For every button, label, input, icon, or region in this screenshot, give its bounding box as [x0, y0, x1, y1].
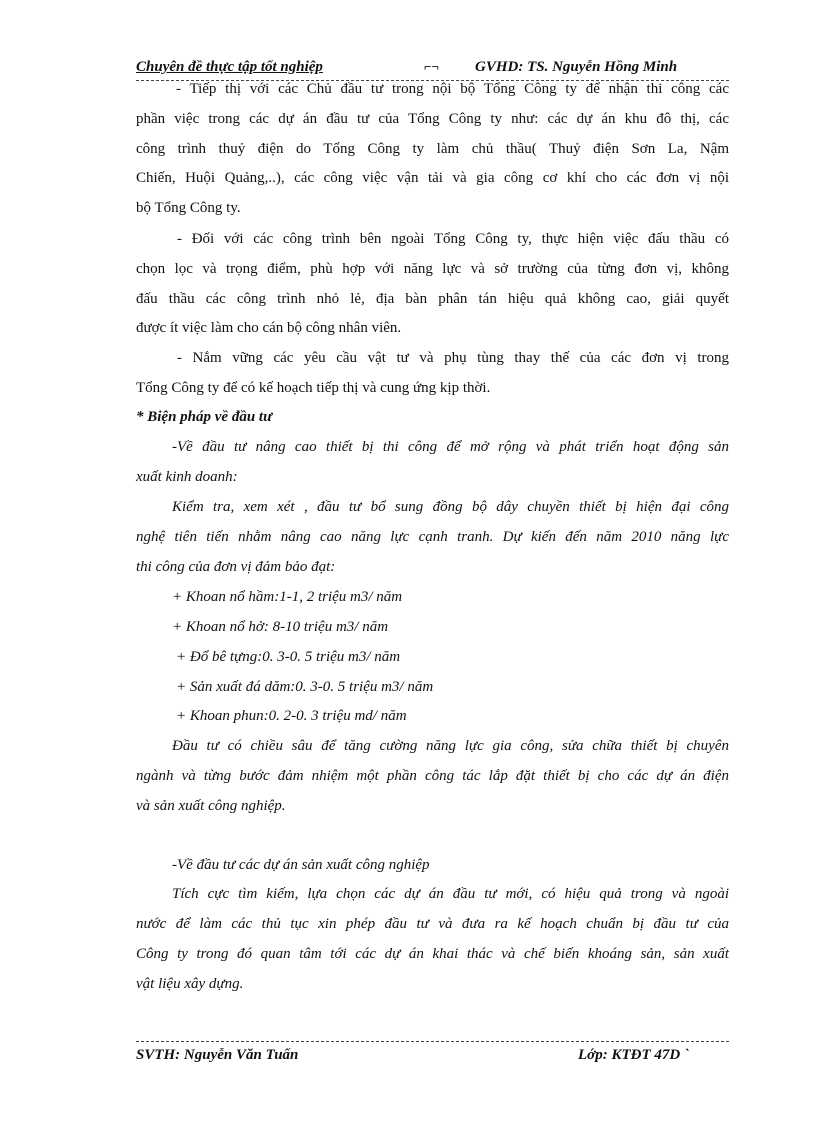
list-item: + Khoan nổ hầm:1-1, 2 triệu m3/ năm [172, 589, 403, 605]
list-item: + Đổ bê tựng:0. 3-0. 5 triệu m3/ năm [176, 649, 401, 665]
text-line: Chiến, Huội Quảng,..), các công việc vận tải và gia công cơ khí cho các đơn vị nội [136, 170, 729, 186]
text-line: xuất kinh doanh: [136, 469, 238, 485]
list-item: + Khoan phun:0. 2-0. 3 triệu md/ năm [176, 708, 407, 724]
text-line: ngành và từng bước đảm nhiệm một phần công tác lắp đặt thiết bị cho các dự án điện [136, 768, 729, 784]
text-line: Công ty trong đó quan tâm tới các dự án khai thác và chế biến khoáng sản, sản xuất [136, 946, 729, 962]
text-line: -Về đầu tư nâng cao thiết bị thi công để mở rộng và phát triển hoạt động sản [172, 439, 729, 455]
text-line: Tổng Công ty để có kế hoạch tiếp thị và cung ứng kịp thời. [136, 380, 491, 396]
header-advisor: GVHD: TS. Nguyễn Hồng Minh [475, 59, 678, 75]
text-line: công trình thuỷ điện do Tổng Công ty làm chủ thầu( Thuỷ điện Sơn La, Nậm [136, 141, 729, 157]
text-line: -Về đầu tư các dự án sản xuất công nghiệp [172, 857, 430, 873]
header-mark: ⌐¬ [424, 59, 440, 74]
text-line: Tích cực tìm kiếm, lựa chọn các dự án đầu tư mới, có hiệu quả trong và ngoài [172, 886, 729, 902]
text-line: vật liệu xây dựng. [136, 976, 244, 992]
header-title: Chuyên đề thực tập tốt nghiệp [136, 59, 323, 75]
text-line: Đầu tư có chiều sâu để tăng cường năng lực gia công, sửa chữa thiết bị chuyên [172, 738, 729, 754]
list-item: + Sản xuất đá dăm:0. 3-0. 5 triệu m3/ năm [176, 679, 434, 695]
text-line: đấu thầu các công trình nhỏ lẻ, địa bàn phân tán hiệu quả không cao, giải quyết [136, 291, 729, 307]
text-line: được ít việc làm cho cán bộ công nhân viên. [136, 320, 402, 336]
text-line: - Tiếp thị với các Chủ đầu tư trong nội bộ Tổng Công ty để nhận thi công các [176, 81, 729, 97]
text-line: bộ Tổng Công ty. [136, 200, 241, 216]
section-heading: * Biện pháp về đầu tư [136, 409, 273, 425]
footer-divider [136, 1041, 729, 1042]
text-line: - Đối với các công trình bên ngoài Tổng Công ty, thực hiện việc đấu thầu có [177, 231, 729, 247]
page-header [136, 58, 729, 81]
footer-student: SVTH: Nguyễn Văn Tuấn [136, 1047, 299, 1063]
text-line: phần việc trong các dự án đầu tư của Tổng Công ty như: các dự án khu đô thị, các [136, 111, 729, 127]
text-line: chọn lọc và trọng điểm, phù hợp với năng lực và sở trường của từng đơn vị, không [136, 261, 729, 277]
text-line: Kiểm tra, xem xét , đầu tư bổ sung đồng bộ dây chuyền thiết bị hiện đại công [172, 499, 729, 515]
list-item: + Khoan nổ hở: 8-10 triệu m3/ năm [172, 619, 389, 635]
text-line: - Nắm vững các yêu cầu vật tư và phụ tùng thay thế của các đơn vị trong [177, 350, 729, 366]
text-line: và sản xuất công nghiệp. [136, 798, 286, 814]
footer-class: Lớp: KTĐT 47D ` [578, 1047, 689, 1063]
text-line: nước để làm các thủ tục xin phép đầu tư và đưa ra kế hoạch chuẩn bị đầu tư của [136, 916, 729, 932]
text-line: nghệ tiên tiến nhằm nâng cao năng lực cạnh tranh. Dự kiến đến năm 2010 năng lực [136, 529, 729, 545]
text-line: thi công của đơn vị đảm bảo đạt: [136, 559, 336, 575]
